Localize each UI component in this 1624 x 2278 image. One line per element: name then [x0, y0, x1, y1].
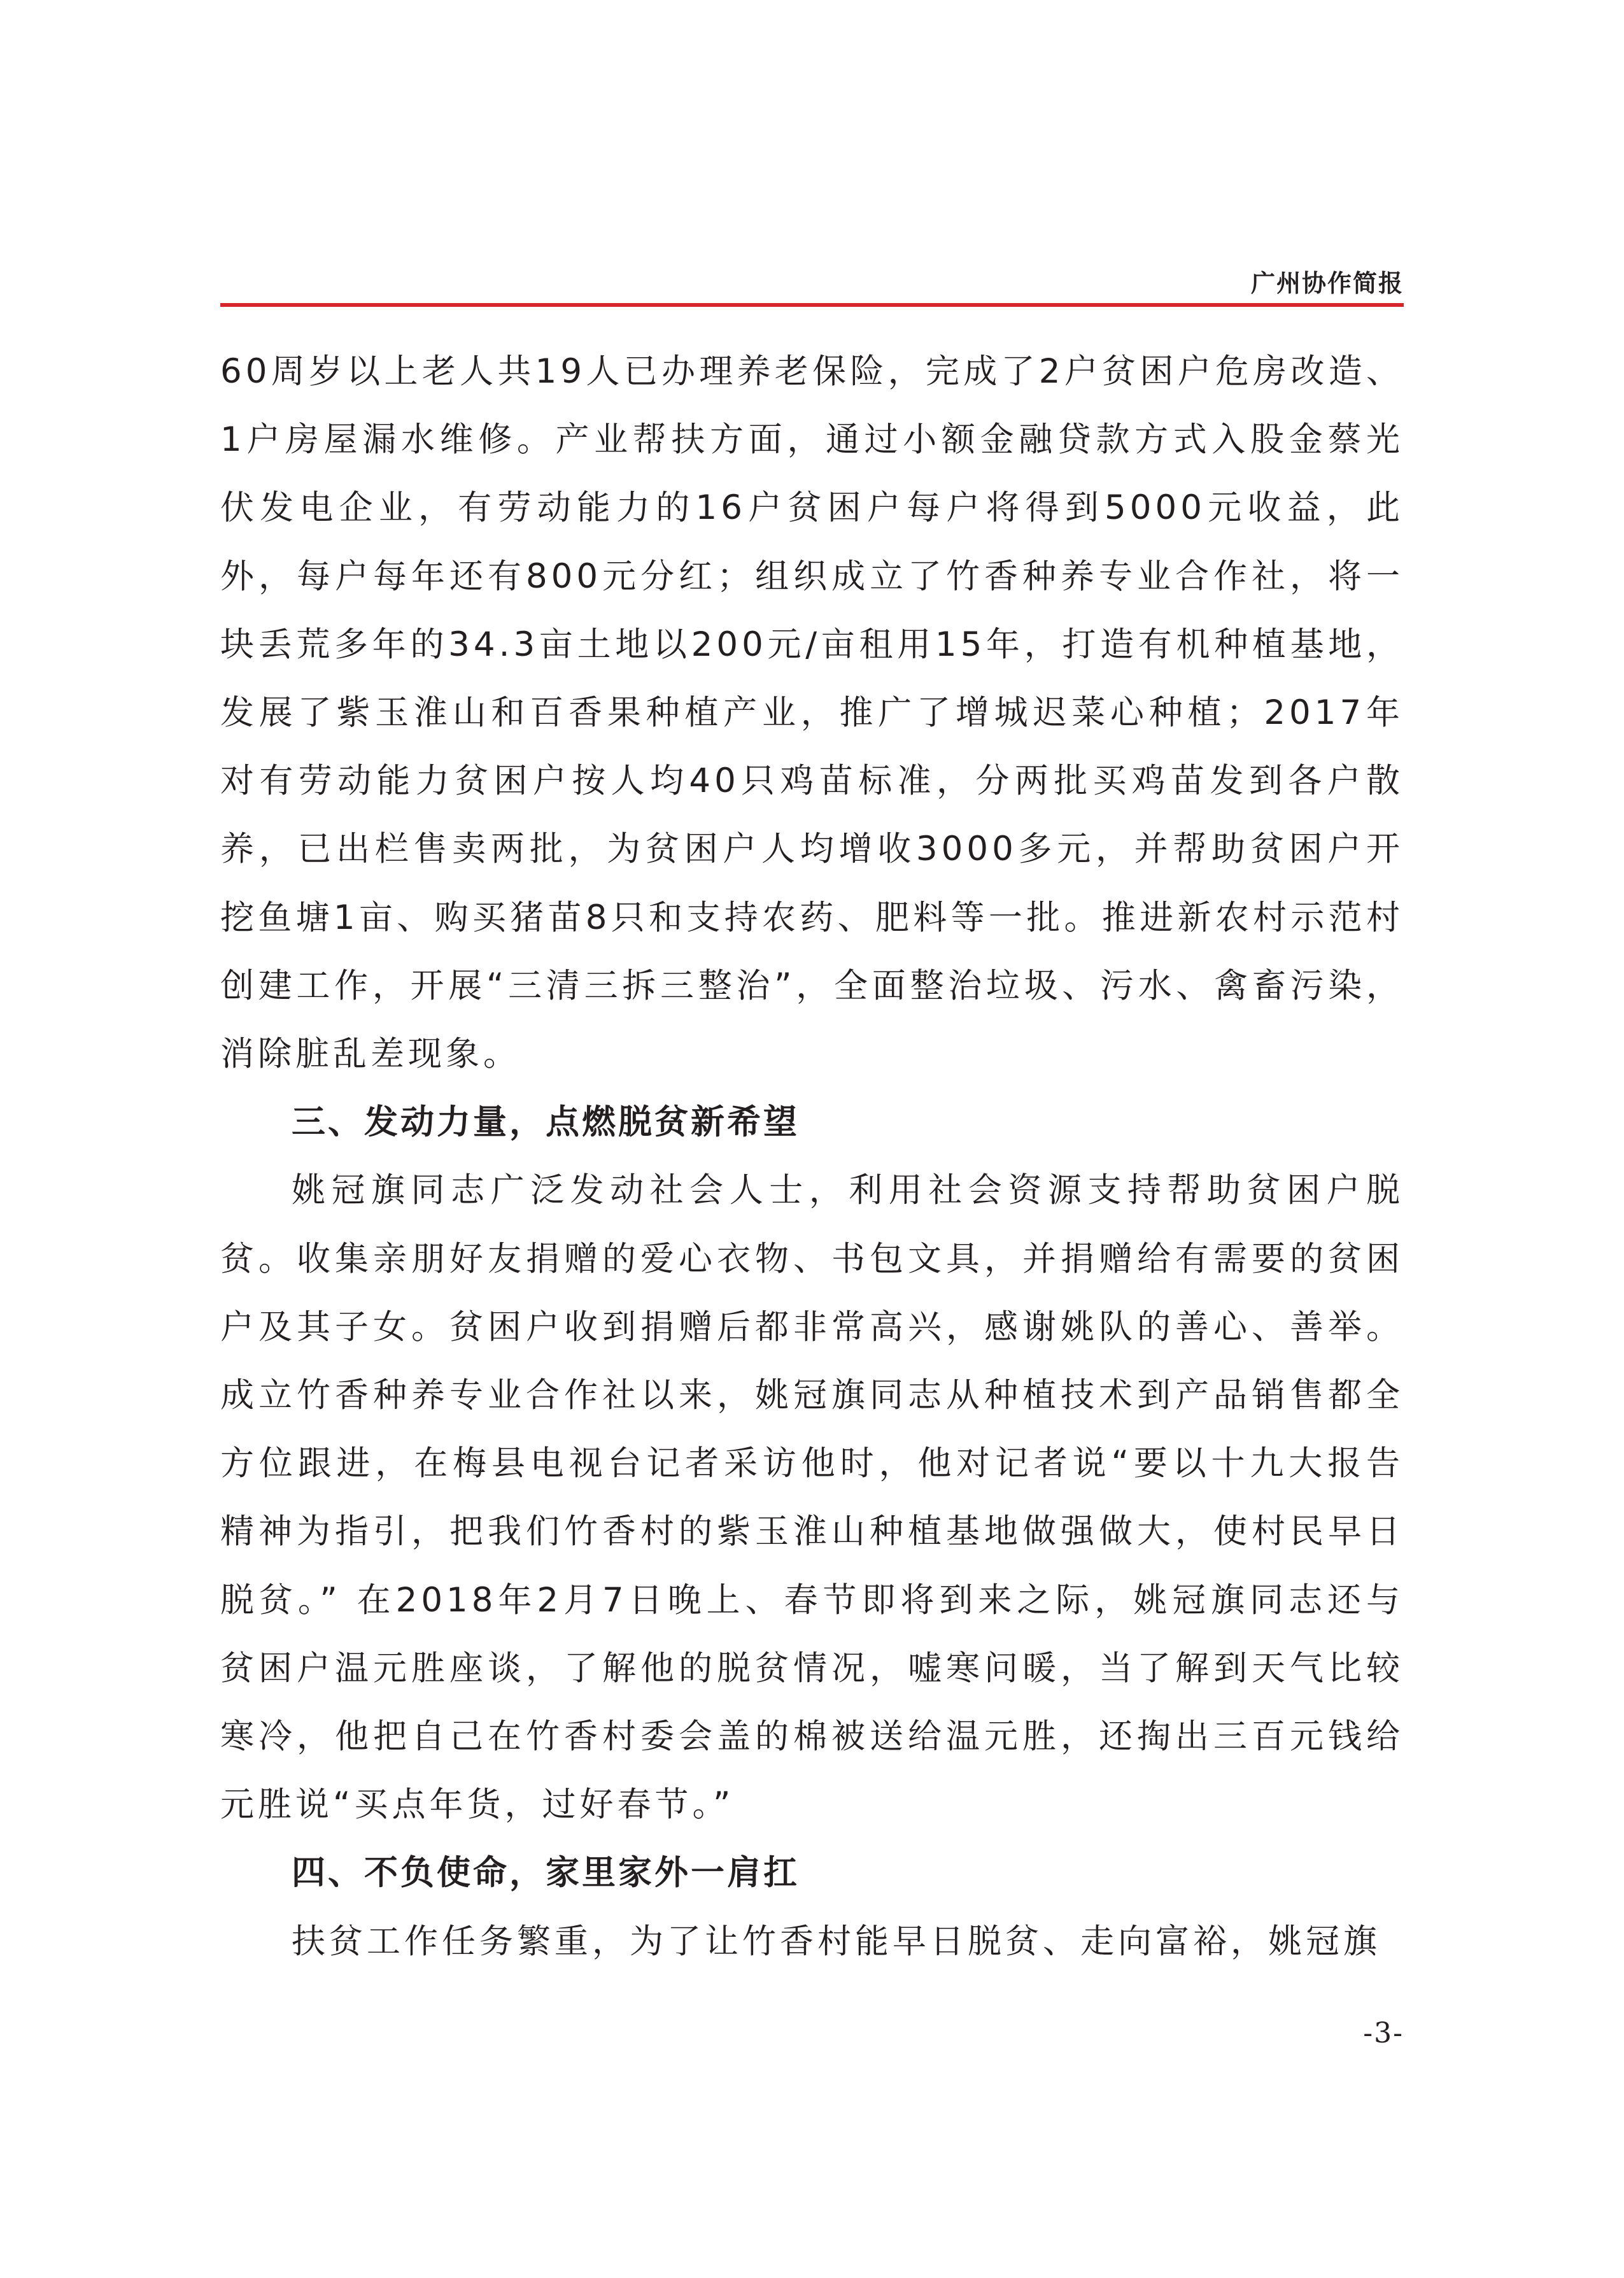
section-heading-4: 四、不负使命，家里家外一肩扛 — [292, 1853, 800, 1893]
header-divider — [220, 303, 1404, 307]
paragraph-continued: 60周岁以上老人共19人已办理养老保险，完成了2户贫困户危房改造、1户房屋漏水维修。产业帮扶方面，通过小额金融贷款方式入股金蔡光伏发电企业，有劳动能力的16户贫困户每户将得到5000元收益，此外，每户每年还有800元分红；组织成立了竹香种养专业合作社，将一块丢荒多年的34.3亩土地以200元/亩租用15年，打造有机种植基地，发展了紫玉淮山和百香果种植产业，推广了增城迟菜心种植；2017年对有劳动能力贫困户按人均40只鸡苗标准，分两批买鸡苗发到各户散养，已出栏售卖两批，为贫困户人均增收3000多元，并帮助贫困户开挖鱼塘1亩、购买猪苗8只和支持农药、肥料等一批。推进新农村示范村创建工作，开展“三清三拆三整治”，全面整治垃圾、污水、禽畜污染，消除脏乱差现象。 — [220, 352, 1404, 1074]
paragraph-section-3: 姚冠旗同志广泛发动社会人士，利用社会资源支持帮助贫困户脱贫。收集亲朋好友捐赠的爱心衣物、书包文具，并捐赠给有需要的贫困户及其子女。贫困户收到捐赠后都非常高兴，感谢姚队的善心、善举。成立竹香种养专业合作社以来，姚冠旗同志从种植技术到产品销售都全方位跟进，在梅县电视台记者采访他时，他对记者说“要以十九大报告精神为指引，把我们竹香村的紫玉淮山种植基地做强做大，使村民早日脱贫。” 在2018年2月7日晚上、春节即将到来之际，姚冠旗同志还与贫困户温元胜座谈，了解他的脱贫情况，嘘寒问暖，当了解到天气比较寒冷，他把自己在竹香村委会盖的棉被送给温元胜，还掏出三百元钱给元胜说“买点年货，过好春节。” — [220, 1171, 1404, 1825]
paragraph-section-4: 扶贫工作任务繁重，为了让竹香村能早日脱贫、走向富裕，姚冠旗 — [292, 1921, 1381, 1961]
newsletter-title: 广州协作简报 — [1250, 269, 1404, 297]
section-heading-3: 三、发动力量，点燃脱贫新希望 — [292, 1103, 800, 1142]
page-number: -3- — [1363, 2017, 1404, 2049]
article-body — [220, 337, 1404, 1976]
